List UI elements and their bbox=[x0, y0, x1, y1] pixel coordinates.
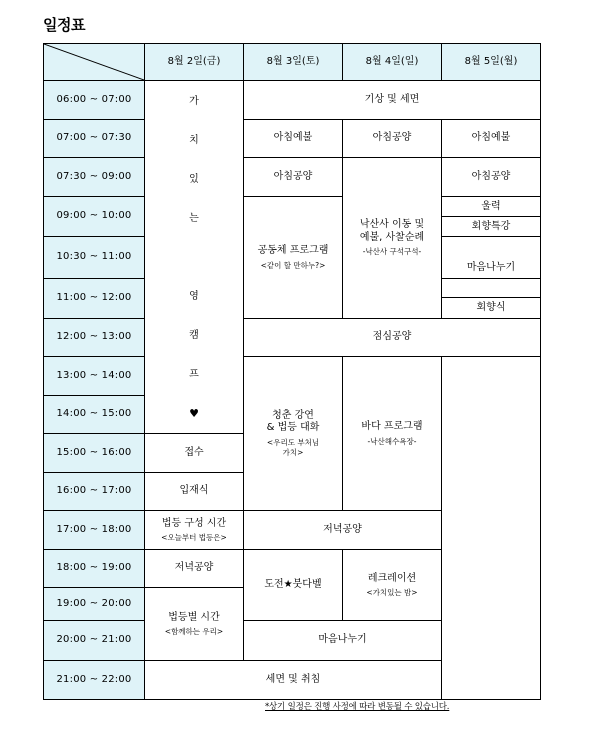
time-slot: 09:00 ~ 10:00 bbox=[44, 197, 145, 237]
header-day-3: 8월 4일(일) bbox=[343, 44, 442, 81]
day4-1030-cell bbox=[442, 237, 541, 279]
opening-cell: 입재식 bbox=[145, 473, 244, 511]
recreation-cell bbox=[343, 550, 442, 621]
corner-cell bbox=[44, 44, 145, 81]
lantern-time-label: 법등별 시간 bbox=[168, 611, 220, 623]
day1-vertical-title bbox=[145, 81, 244, 434]
lantern-time-cell bbox=[145, 588, 244, 661]
time-slot: 13:00 ~ 14:00 bbox=[44, 357, 145, 396]
youth-talk-line-2: & 법등 대화 bbox=[266, 422, 320, 434]
time-slot: 11:00 ~ 12:00 bbox=[44, 279, 145, 319]
closing-ceremony-cell: 회향식 bbox=[476, 302, 506, 313]
time-slot: 18:00 ~ 19:00 bbox=[44, 550, 145, 588]
time-slot: 10:30 ~ 11:00 bbox=[44, 237, 145, 279]
lantern-sub: <오늘부터 법등은> bbox=[161, 533, 227, 543]
header-day-1: 8월 2일(금) bbox=[145, 44, 244, 81]
time-slot: 06:00 ~ 07:00 bbox=[44, 81, 145, 120]
vertical-char: 는 bbox=[189, 212, 199, 224]
lantern-time-sub: <함께하는 우리> bbox=[164, 627, 224, 637]
time-slot: 07:00 ~ 07:30 bbox=[44, 120, 145, 158]
day4-0900-cell bbox=[442, 197, 541, 237]
day4-empty-cell bbox=[442, 357, 541, 700]
breakfast-cell: 아침공양 bbox=[343, 120, 442, 158]
day1-dinner-cell: 저녁공양 bbox=[145, 550, 244, 588]
wash-sleep-cell: 세면 및 취침 bbox=[145, 661, 442, 700]
sea-label: 바다 프로그램 bbox=[361, 421, 423, 433]
lantern-label: 법등 구성 시간 bbox=[161, 517, 227, 529]
time-slot: 16:00 ~ 17:00 bbox=[44, 473, 145, 511]
schedule-table bbox=[43, 43, 541, 700]
day3-breakfast-cell: 아침공양 bbox=[244, 158, 343, 197]
diagonal-line bbox=[44, 44, 144, 80]
day4-1100-cell bbox=[442, 279, 541, 319]
sharing-cell-top: 마음나누기 bbox=[466, 262, 516, 273]
naksan-line-2: 예불, 사찰순례 bbox=[359, 231, 425, 243]
heart-icon: ♥ bbox=[189, 406, 199, 420]
vertical-char: 가 bbox=[189, 95, 199, 107]
lantern-cell bbox=[145, 511, 244, 550]
vertical-char: 있 bbox=[189, 173, 199, 185]
schedule-note: *상기 일정은 진행 사정에 따라 변동될 수 있습니다. bbox=[265, 702, 450, 712]
time-slot: 07:30 ~ 09:00 bbox=[44, 158, 145, 197]
naksan-sub: -낙산사 구석구석- bbox=[362, 247, 422, 257]
community-cell bbox=[244, 197, 343, 319]
time-slot: 19:00 ~ 20:00 bbox=[44, 588, 145, 621]
morning-service-cell: 아침예불 bbox=[244, 120, 343, 158]
sea-cell bbox=[343, 357, 442, 511]
time-slot: 20:00 ~ 21:00 bbox=[44, 621, 145, 661]
youth-talk-line-1: 청춘 강연 bbox=[272, 409, 314, 421]
yullyeok-cell: 울력 bbox=[442, 197, 540, 217]
community-sub: <같이 할 만하누?> bbox=[260, 260, 326, 270]
reception-cell: 접수 bbox=[145, 434, 244, 473]
header-day-4: 8월 5일(월) bbox=[442, 44, 541, 81]
time-slot: 14:00 ~ 15:00 bbox=[44, 396, 145, 434]
vertical-char: 치 bbox=[189, 134, 199, 146]
time-slot: 15:00 ~ 16:00 bbox=[44, 434, 145, 473]
naksan-cell bbox=[343, 158, 442, 319]
recreation-sub: <가치있는 밤> bbox=[366, 588, 418, 598]
lunch-cell: 점심공양 bbox=[244, 319, 541, 357]
recreation-label: 레크레이션 bbox=[367, 572, 417, 584]
naksan-line-1: 낙산사 이동 및 bbox=[359, 219, 425, 231]
youth-talk-sub-1: <우리도 부처님 bbox=[266, 437, 320, 447]
vertical-char: 영 bbox=[189, 290, 199, 302]
sharing-cont bbox=[442, 279, 540, 298]
time-slot: 21:00 ~ 22:00 bbox=[44, 661, 145, 700]
closing-talk-cont bbox=[442, 237, 540, 257]
challenge-cell: 도전★붓다벨 bbox=[244, 550, 343, 621]
evening-sharing-cell: 마음나누기 bbox=[244, 621, 442, 661]
youth-talk-cell bbox=[244, 357, 343, 511]
header-day-2: 8월 3일(토) bbox=[244, 44, 343, 81]
day4-breakfast-cell: 아침공양 bbox=[442, 158, 541, 197]
time-slot: 12:00 ~ 13:00 bbox=[44, 319, 145, 357]
dinner-cell: 저녁공양 bbox=[244, 511, 442, 550]
community-label: 공동체 프로그램 bbox=[257, 245, 329, 257]
youth-talk-sub-2: 가치> bbox=[282, 448, 304, 457]
vertical-char: 캠 bbox=[189, 329, 199, 341]
day4-morning-service-cell: 아침예불 bbox=[442, 120, 541, 158]
time-slot: 17:00 ~ 18:00 bbox=[44, 511, 145, 550]
page-title: 일정표 bbox=[43, 16, 85, 34]
wake-cell: 기상 및 세면 bbox=[244, 81, 541, 120]
vertical-char: 프 bbox=[189, 368, 199, 380]
sea-sub: -낙산해수욕장- bbox=[367, 436, 417, 446]
closing-talk-cell: 회향특강 bbox=[471, 221, 511, 232]
